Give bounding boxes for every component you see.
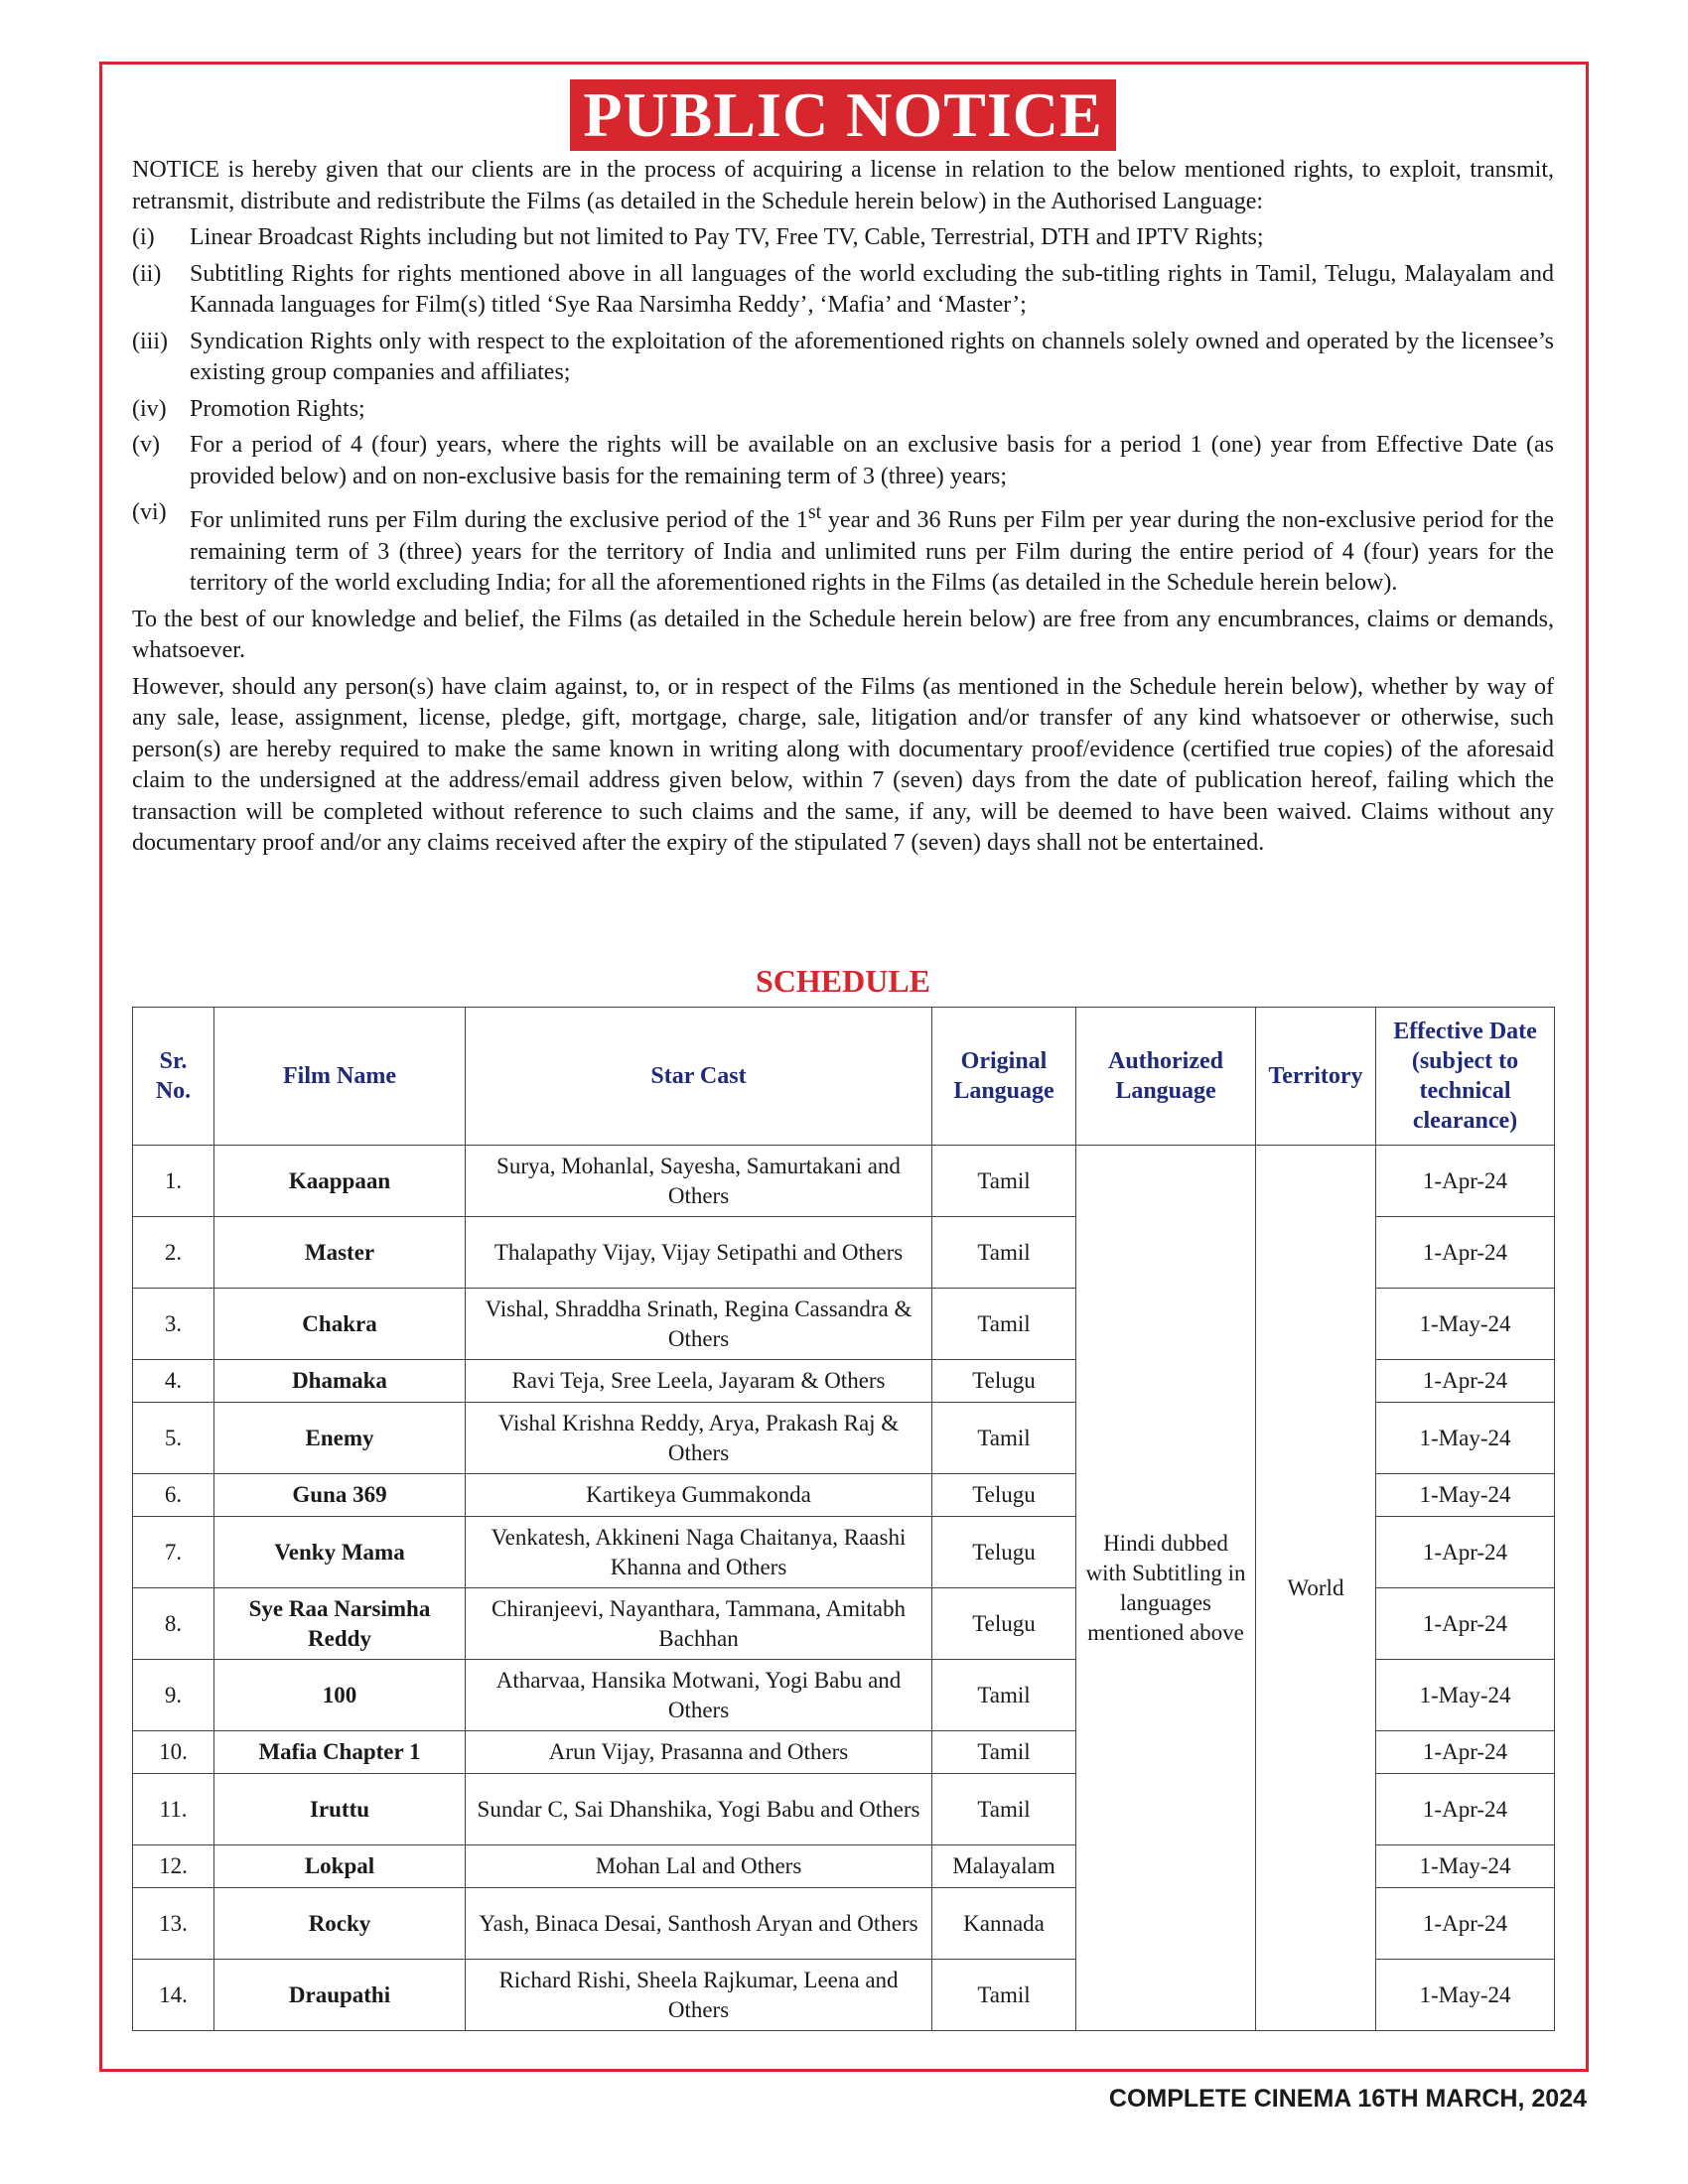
cast-cell: Chiranjeevi, Nayanthara, Tammana, Amitabh Bachhan (466, 1588, 932, 1660)
clause-number: (vi) (132, 499, 167, 525)
sr-cell: 13. (133, 1888, 214, 1960)
film-cell: Chakra (214, 1289, 466, 1360)
clause-i (132, 222, 1554, 254)
clause-text: For a period of 4 (four) years, where the rights will be available on an exclusive basis for a period 1 (one) year from Effective Date (as provided below) and on non-exclusive basis for the remaining term of 3 (three) years; (190, 432, 1554, 489)
cast-cell: Arun Vijay, Prasanna and Others (466, 1731, 932, 1774)
date-cell: 1-May-24 (1376, 1474, 1555, 1517)
date-cell: 1-Apr-24 (1376, 1217, 1555, 1289)
date-cell: 1-Apr-24 (1376, 1360, 1555, 1403)
col-header-original-language: Original Language (932, 1008, 1076, 1146)
knowledge-paragraph: To the best of our knowledge and belief, the Films (as detailed in the Schedule herein below) are free from any encumbrances, claims or demands, whatsoever. (132, 606, 1554, 663)
clause-text: Linear Broadcast Rights including but not limited to Pay TV, Free TV, Cable, Terrestrial, DTH and IPTV Rights; (190, 224, 1264, 250)
film-cell: Guna 369 (214, 1474, 466, 1517)
clause-vi (132, 497, 1554, 600)
sr-cell: 7. (133, 1517, 214, 1588)
sr-cell: 11. (133, 1774, 214, 1845)
film-cell: Dhamaka (214, 1360, 466, 1403)
sr-cell: 1. (133, 1146, 214, 1217)
clause-number: (iii) (132, 328, 168, 354)
film-cell: Rocky (214, 1888, 466, 1960)
sr-cell: 3. (133, 1289, 214, 1360)
cast-cell: Sundar C, Sai Dhanshika, Yogi Babu and Others (466, 1774, 932, 1845)
clause-number: (ii) (132, 260, 162, 287)
intro-paragraph: NOTICE is hereby given that our clients are in the process of acquiring a license in relation to the below mentioned rights, to exploit, transmit, retransmit, distribute and redistribute the Films (as detailed in the Schedule herein below) in the Authorised Language: (132, 157, 1554, 214)
film-cell: 100 (214, 1660, 466, 1731)
clause-text: Syndication Rights only with respect to the exploitation of the aforementioned rights on channels solely owned and operated by the licensee’s existing group companies and affiliates; (190, 328, 1554, 385)
clause-number: (v) (132, 432, 160, 458)
film-cell: Mafia Chapter 1 (214, 1731, 466, 1774)
schedule-title: SCHEDULE (755, 963, 931, 999)
cast-cell: Venkatesh, Akkineni Naga Chaitanya, Raashi Khanna and Others (466, 1517, 932, 1588)
date-cell: 1-May-24 (1376, 1403, 1555, 1474)
table-row (133, 1146, 1555, 1217)
language-cell: Tamil (932, 1774, 1076, 1845)
notice-title: PUBLIC NOTICE (570, 79, 1116, 151)
cast-cell: Thalapathy Vijay, Vijay Setipathi and Others (466, 1217, 932, 1289)
sr-cell: 14. (133, 1960, 214, 2031)
date-cell: 1-May-24 (1376, 1845, 1555, 1888)
clause-text-start: For unlimited runs per Film during the exclusive period of the 1 (190, 507, 808, 533)
clause-number: (iv) (132, 395, 167, 422)
film-cell: Sye Raa Narsimha Reddy (214, 1588, 466, 1660)
clause-iv (132, 394, 1554, 426)
language-cell: Telugu (932, 1517, 1076, 1588)
ordinal-superscript: st (807, 501, 822, 523)
language-cell: Tamil (932, 1660, 1076, 1731)
col-header-authorized-language: Authorized Language (1076, 1008, 1256, 1146)
cast-cell: Atharvaa, Hansika Motwani, Yogi Babu and Others (466, 1660, 932, 1731)
rights-clauses (132, 222, 1554, 600)
territory-cell: World (1256, 1146, 1376, 2031)
clause-ii (132, 259, 1554, 322)
cast-cell: Vishal, Shraddha Srinath, Regina Cassandra & Others (466, 1289, 932, 1360)
date-cell: 1-Apr-24 (1376, 1731, 1555, 1774)
clause-text (190, 497, 1554, 600)
col-header-sr: Sr. No. (133, 1008, 214, 1146)
sr-cell: 8. (133, 1588, 214, 1660)
date-cell: 1-Apr-24 (1376, 1517, 1555, 1588)
sr-cell: 2. (133, 1217, 214, 1289)
col-header-effective-date: Effective Date (subject to technical clearance) (1376, 1008, 1555, 1146)
clause-number: (i) (132, 224, 155, 250)
date-cell: 1-May-24 (1376, 1960, 1555, 2031)
cast-cell: Vishal Krishna Reddy, Arya, Prakash Raj & Others (466, 1403, 932, 1474)
language-cell: Telugu (932, 1360, 1076, 1403)
film-cell: Enemy (214, 1403, 466, 1474)
col-header-cast: Star Cast (466, 1008, 932, 1146)
table-header-row (133, 1008, 1555, 1146)
date-cell: 1-Apr-24 (1376, 1588, 1555, 1660)
col-header-territory: Territory (1256, 1008, 1376, 1146)
publication-footer: COMPLETE CINEMA 16TH MARCH, 2024 (1108, 2085, 1587, 2113)
sr-cell: 9. (133, 1660, 214, 1731)
film-cell: Iruttu (214, 1774, 466, 1845)
claims-paragraph: However, should any person(s) have claim against, to, or in respect of the Films (as mentioned in the Schedule herein below), whether by way of any sale, lease, assignment, license, pledge, gift, mortgage, charge, sale, litigation and/or transfer of any kind whatsoever or otherwise, such person(s) are hereby required to make the same known in writing along with documentary proof/evidence (certified true copies) of the aforesaid claim to the undersigned at the address/email address given below, within 7 (seven) days from the date of publication hereof, failing which the transaction will be completed without reference to such claims and the same, if any, will be deemed to have been waived. Claims without any documentary proof and/or any claims received after the expiry of the stipulated 7 (seven) days shall not be entertained. (132, 673, 1554, 856)
sr-cell: 4. (133, 1360, 214, 1403)
cast-cell: Yash, Binaca Desai, Santhosh Aryan and Others (466, 1888, 932, 1960)
date-cell: 1-May-24 (1376, 1289, 1555, 1360)
language-cell: Tamil (932, 1289, 1076, 1360)
film-cell: Kaappaan (214, 1146, 466, 1217)
cast-cell: Mohan Lal and Others (466, 1845, 932, 1888)
language-cell: Tamil (932, 1146, 1076, 1217)
date-cell: 1-May-24 (1376, 1660, 1555, 1731)
clause-text-end: year and 36 Runs per Film per year during the non-exclusive period for the remaining term of 3 (three) years for the territory of India and unlimited runs per Film during the entire period of 4 (four) years for the territory of the world excluding India; for all the aforementioned rights in the Films (as detailed in the Schedule herein below). (190, 507, 1554, 596)
cast-cell: Surya, Mohanlal, Sayesha, Samurtakani and Others (466, 1146, 932, 1217)
language-cell: Malayalam (932, 1845, 1076, 1888)
language-cell: Telugu (932, 1474, 1076, 1517)
film-cell: Draupathi (214, 1960, 466, 2031)
film-cell: Venky Mama (214, 1517, 466, 1588)
cast-cell: Kartikeya Gummakonda (466, 1474, 932, 1517)
sr-cell: 5. (133, 1403, 214, 1474)
clause-text: Subtitling Rights for rights mentioned above in all languages of the world excluding the sub-titling rights in Tamil, Telugu, Malayalam and Kannada languages for Film(s) titled ‘Sye Raa Narsimha Reddy’, ‘Mafia’ and ‘Master’; (190, 260, 1554, 318)
cast-cell: Richard Rishi, Sheela Rajkumar, Leena and Others (466, 1960, 932, 2031)
film-cell: Lokpal (214, 1845, 466, 1888)
film-cell: Master (214, 1217, 466, 1289)
language-cell: Tamil (932, 1960, 1076, 2031)
authorized-language-cell: Hindi dubbed with Subtitling in languages mentioned above (1076, 1146, 1256, 2031)
col-header-film: Film Name (214, 1008, 466, 1146)
sr-cell: 12. (133, 1845, 214, 1888)
language-cell: Tamil (932, 1731, 1076, 1774)
sr-cell: 10. (133, 1731, 214, 1774)
date-cell: 1-Apr-24 (1376, 1888, 1555, 1960)
language-cell: Tamil (932, 1403, 1076, 1474)
clause-iii (132, 327, 1554, 389)
date-cell: 1-Apr-24 (1376, 1774, 1555, 1845)
schedule-table (132, 1007, 1555, 2031)
language-cell: Telugu (932, 1588, 1076, 1660)
clause-text: Promotion Rights; (190, 395, 365, 422)
language-cell: Tamil (932, 1217, 1076, 1289)
sr-cell: 6. (133, 1474, 214, 1517)
language-cell: Kannada (932, 1888, 1076, 1960)
cast-cell: Ravi Teja, Sree Leela, Jayaram & Others (466, 1360, 932, 1403)
date-cell: 1-Apr-24 (1376, 1146, 1555, 1217)
clause-v (132, 430, 1554, 492)
notice-body (132, 155, 1554, 865)
